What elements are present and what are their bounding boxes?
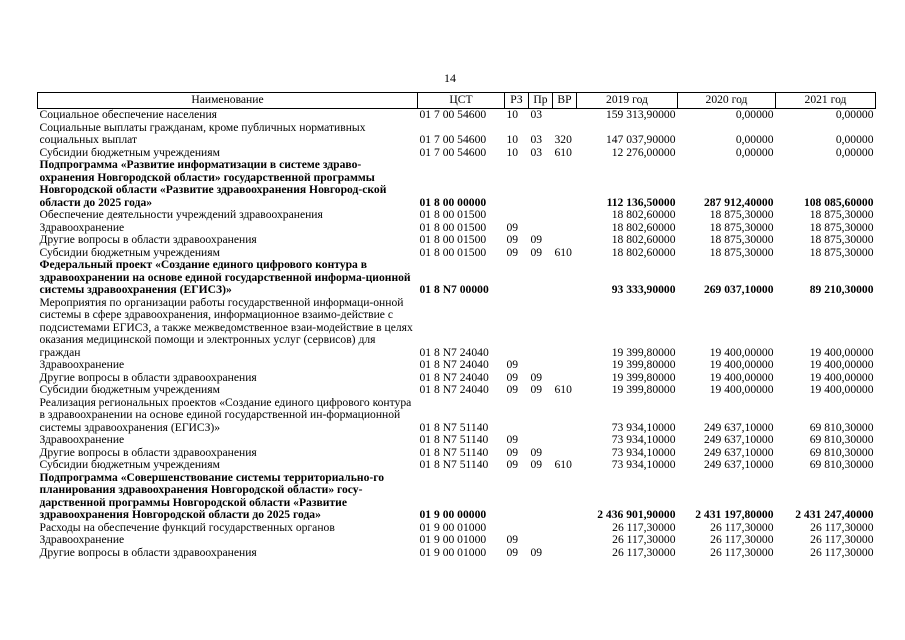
table-row — [38, 534, 876, 547]
cell-rz: 09 — [506, 383, 519, 396]
cell-name: Субсидии бюджетным учреждениям — [39, 458, 220, 471]
cell-pr: 03 — [530, 145, 543, 159]
cell-rz — [505, 297, 529, 360]
cell-2019: 18 802,60000 — [611, 208, 676, 221]
cell-2021: 0,00000 — [835, 145, 874, 159]
cell-2021: 26 117,30000 — [810, 545, 874, 559]
cell-cst: 01 9 00 01000 — [419, 533, 487, 546]
header-2019: 2019 год — [577, 93, 678, 109]
cell-rz: 09 — [506, 245, 519, 259]
cell-rz: 09 — [506, 545, 519, 559]
cell-name: Подпрограмма «Совершенствование системы территориально-го планирования здравоохранения Новгородской области» госу-дарственной программы Новгородской области «Развитие здравоохранения Новгородской области до 2025 года» — [39, 470, 385, 521]
cell-name: Здравоохранение — [39, 533, 125, 546]
cell-2019: 147 037,90000 — [605, 133, 676, 146]
cell-pr — [529, 472, 553, 522]
cell-pr: 09 — [530, 370, 543, 384]
cell-2021: 89 210,30000 — [809, 283, 874, 296]
cell-vr — [553, 297, 577, 360]
cell-2019: 26 117,30000 — [612, 545, 676, 559]
cell-2020: 249 637,10000 — [703, 445, 774, 459]
cell-cst: 01 8 N7 51140 — [419, 458, 489, 471]
cell-pr: 09 — [530, 383, 543, 396]
cell-2020: 0,00000 — [735, 145, 774, 159]
cell-2020: 18 875,30000 — [709, 245, 774, 259]
cell-name: Обеспечение деятельности учреждений здравоохранения — [39, 208, 323, 221]
cell-pr: 03 — [530, 108, 543, 121]
cell-cst: 01 8 N7 24040 — [419, 370, 489, 384]
cell-name: Социальные выплаты гражданам, кроме публичных нормативных социальных выплат — [39, 120, 366, 146]
cell-vr — [553, 522, 577, 535]
cell-name: Расходы на обеспечение функций государственных органов — [39, 520, 335, 534]
cell-vr — [553, 359, 577, 372]
cell-rz: 09 — [506, 533, 519, 546]
cell-2020: 19 400,00000 — [709, 345, 774, 359]
cell-name: Другие вопросы в области здравоохранения — [39, 445, 257, 459]
cell-2020: 249 637,10000 — [703, 458, 774, 471]
cell-vr: 320 — [554, 133, 572, 146]
header-2021: 2021 год — [776, 93, 876, 109]
header-vr: ВР — [553, 93, 577, 109]
cell-cst: 01 8 N7 24040 — [419, 345, 489, 359]
cell-rz: 10 — [506, 145, 519, 159]
cell-2021: 26 117,30000 — [810, 520, 874, 534]
cell-2020: 269 037,10000 — [703, 283, 774, 296]
cell-2020: 19 400,00000 — [709, 383, 774, 396]
table-row — [38, 209, 876, 222]
header-2020: 2020 год — [678, 93, 776, 109]
cell-cst: 01 8 N7 24040 — [419, 383, 489, 396]
cell-cst: 01 8 00 01500 — [419, 208, 487, 221]
cell-name: Социальное обеспечение населения — [39, 108, 218, 121]
cell-pr — [529, 522, 553, 535]
cell-rz: 09 — [506, 370, 519, 384]
cell-2021: 69 810,30000 — [809, 458, 874, 471]
cell-2021: 26 117,30000 — [810, 533, 874, 546]
cell-vr: 610 — [554, 458, 572, 471]
page-number: 14 — [444, 71, 456, 85]
cell-vr — [553, 222, 577, 235]
cell-cst: 01 8 N7 51140 — [419, 445, 489, 459]
cell-rz: 10 — [506, 108, 519, 121]
cell-name: Мероприятия по организации работы государственной информаци-онной системы в сфере здравоохранения, информационное взаимо-действие с подсистемами ЕГИСЗ, а также межведомственное взаи-модействие в целях оказания медицинской помощи и электронных услуг (сервисов) для граждан — [39, 295, 413, 359]
cell-cst: 01 8 N7 24040 — [419, 358, 489, 371]
cell-cst: 01 8 00 01500 — [419, 220, 487, 234]
cell-name: Субсидии бюджетным учреждениям — [39, 245, 220, 259]
cell-2020: 249 637,10000 — [703, 433, 774, 446]
cell-rz — [505, 259, 529, 297]
cell-rz: 10 — [506, 133, 519, 146]
cell-2020: 26 117,30000 — [710, 520, 774, 534]
cell-name: Подпрограмма «Развитие информатизации в системе здраво-охранения Новгородской области» государственной программы Новгородской области «Развитие здравоохранения Новгород-ской области до 2025 года» — [39, 158, 387, 209]
cell-cst: 01 9 00 00000 — [419, 508, 487, 521]
cell-rz — [505, 472, 529, 522]
cell-pr: 09 — [530, 233, 543, 246]
cell-name: Здравоохранение — [39, 358, 125, 371]
cell-2020: 0,00000 — [735, 133, 774, 146]
cell-rz — [505, 159, 529, 209]
cell-2021: 18 875,30000 — [809, 233, 874, 246]
cell-vr — [553, 434, 577, 447]
table-row — [38, 259, 876, 297]
cell-2019: 12 276,00000 — [611, 145, 676, 159]
cell-cst: 01 7 00 54600 — [419, 145, 487, 159]
cell-pr — [529, 434, 553, 447]
cell-2021: 19 400,00000 — [809, 383, 874, 396]
cell-2019: 73 934,10000 — [611, 458, 676, 471]
cell-cst: 01 9 00 01000 — [419, 520, 487, 534]
cell-vr: 610 — [554, 145, 572, 159]
cell-2019: 73 934,10000 — [611, 445, 676, 459]
cell-2019: 112 136,50000 — [606, 195, 676, 209]
cell-2019: 19 399,80000 — [611, 370, 676, 384]
table-body — [38, 109, 876, 560]
cell-2021: 108 085,60000 — [803, 195, 874, 209]
cell-pr: 09 — [530, 545, 543, 559]
cell-2019: 26 117,30000 — [612, 533, 676, 546]
cell-2021: 18 875,30000 — [809, 220, 874, 234]
cell-2019: 18 802,60000 — [611, 245, 676, 259]
cell-cst: 01 8 N7 00000 — [419, 283, 489, 296]
table-row — [38, 397, 876, 435]
cell-vr — [553, 259, 577, 297]
cell-2019: 93 333,90000 — [611, 283, 676, 296]
cell-cst: 01 7 00 54600 — [419, 133, 487, 146]
cell-vr — [553, 397, 577, 435]
cell-2020: 249 637,10000 — [703, 420, 774, 434]
cell-name: Федеральный проект «Создание единого цифрового контура в здравоохранении на основе единой государственной информа-ционной системы здравоохранения (ЕГИСЗ)» — [39, 258, 411, 296]
budget-table — [37, 92, 876, 559]
cell-2020: 287 912,40000 — [703, 195, 774, 209]
cell-rz — [505, 397, 529, 435]
cell-2019: 19 399,80000 — [611, 358, 676, 371]
header-rz: РЗ — [505, 93, 529, 109]
cell-2019: 19 399,80000 — [611, 383, 676, 396]
cell-name: Другие вопросы в области здравоохранения — [39, 233, 257, 246]
table-header-row — [38, 93, 876, 109]
cell-2020: 18 875,30000 — [709, 233, 774, 246]
cell-2021: 69 810,30000 — [809, 433, 874, 446]
cell-pr — [529, 359, 553, 372]
cell-2020: 2 431 197,80000 — [695, 508, 774, 521]
cell-pr — [529, 259, 553, 297]
cell-rz: 09 — [506, 458, 519, 471]
cell-2021: 19 400,00000 — [809, 358, 874, 371]
cell-cst: 01 8 00 00000 — [419, 195, 487, 209]
cell-2020: 26 117,30000 — [710, 533, 774, 546]
cell-2019: 19 399,80000 — [611, 345, 676, 359]
cell-vr — [553, 547, 577, 560]
header-pr: Пр — [529, 93, 553, 109]
cell-vr — [553, 159, 577, 209]
cell-2021: 18 875,30000 — [809, 208, 874, 221]
cell-rz: 09 — [506, 433, 519, 446]
cell-cst: 01 8 00 01500 — [419, 245, 487, 259]
cell-rz: 09 — [506, 233, 519, 246]
table-row — [38, 234, 876, 247]
cell-vr — [553, 109, 577, 122]
table-row — [38, 109, 876, 122]
table-row — [38, 159, 876, 209]
table-row — [38, 122, 876, 147]
cell-pr — [529, 159, 553, 209]
cell-vr — [553, 234, 577, 247]
cell-2021: 0,00000 — [835, 133, 874, 146]
cell-name: Здравоохранение — [39, 433, 125, 446]
cell-vr — [553, 472, 577, 522]
cell-vr — [553, 534, 577, 547]
table-row — [38, 472, 876, 522]
header-name: Наименование — [38, 93, 418, 109]
header-cst: ЦСТ — [418, 93, 505, 109]
cell-vr: 610 — [554, 245, 572, 259]
table-row — [38, 384, 876, 397]
cell-pr — [529, 397, 553, 435]
cell-name: Другие вопросы в области здравоохранения — [39, 545, 257, 559]
cell-2019: 2 436 901,90000 — [597, 508, 676, 521]
cell-2019: 18 802,60000 — [611, 233, 676, 246]
cell-name: Здравоохранение — [39, 220, 125, 234]
cell-pr — [529, 209, 553, 222]
cell-2021: 2 431 247,40000 — [795, 508, 874, 521]
cell-pr — [529, 534, 553, 547]
cell-rz: 09 — [506, 220, 519, 234]
cell-name: Субсидии бюджетным учреждениям — [39, 383, 220, 396]
cell-rz — [505, 209, 529, 222]
cell-pr — [529, 297, 553, 360]
cell-2020: 18 875,30000 — [709, 220, 774, 234]
cell-2021: 19 400,00000 — [809, 345, 874, 359]
cell-2021: 18 875,30000 — [809, 245, 874, 259]
table-row — [38, 459, 876, 472]
cell-2020: 26 117,30000 — [710, 545, 774, 559]
cell-2020: 19 400,00000 — [709, 358, 774, 371]
cell-pr: 09 — [530, 245, 543, 259]
cell-cst: 01 8 00 01500 — [419, 233, 487, 246]
cell-2019: 18 802,60000 — [611, 220, 676, 234]
cell-name: Реализация региональных проектов «Создание единого цифрового контура в здравоохранении на основе единой государственной ин-формационной системы здравоохранения (ЕГИСЗ)» — [39, 395, 412, 434]
cell-name: Другие вопросы в области здравоохранения — [39, 370, 257, 384]
cell-2021: 0,00000 — [835, 108, 874, 121]
cell-pr: 03 — [530, 133, 543, 146]
table-row — [38, 297, 876, 360]
cell-2019: 73 934,10000 — [611, 433, 676, 446]
cell-2020: 0,00000 — [735, 108, 774, 121]
cell-rz: 09 — [506, 358, 519, 371]
cell-cst: 01 8 N7 51140 — [419, 433, 489, 446]
table-row — [38, 359, 876, 372]
cell-vr: 610 — [554, 383, 572, 396]
cell-2019: 26 117,30000 — [612, 520, 676, 534]
cell-2019: 73 934,10000 — [611, 420, 676, 434]
cell-name: Субсидии бюджетным учреждениям — [39, 145, 220, 159]
table-row — [38, 434, 876, 447]
cell-2020: 18 875,30000 — [709, 208, 774, 221]
cell-2019: 159 313,90000 — [605, 108, 676, 121]
cell-vr — [553, 209, 577, 222]
cell-cst: 01 9 00 01000 — [419, 545, 487, 559]
cell-2020: 19 400,00000 — [709, 370, 774, 384]
cell-2021: 69 810,30000 — [809, 445, 874, 459]
cell-pr: 09 — [530, 445, 543, 459]
cell-rz: 09 — [506, 445, 519, 459]
cell-2021: 19 400,00000 — [809, 370, 874, 384]
cell-2021: 69 810,30000 — [809, 420, 874, 434]
cell-pr: 09 — [530, 458, 543, 471]
cell-cst: 01 7 00 54600 — [419, 108, 487, 121]
cell-cst: 01 8 N7 51140 — [419, 420, 489, 434]
table-row — [38, 547, 876, 560]
